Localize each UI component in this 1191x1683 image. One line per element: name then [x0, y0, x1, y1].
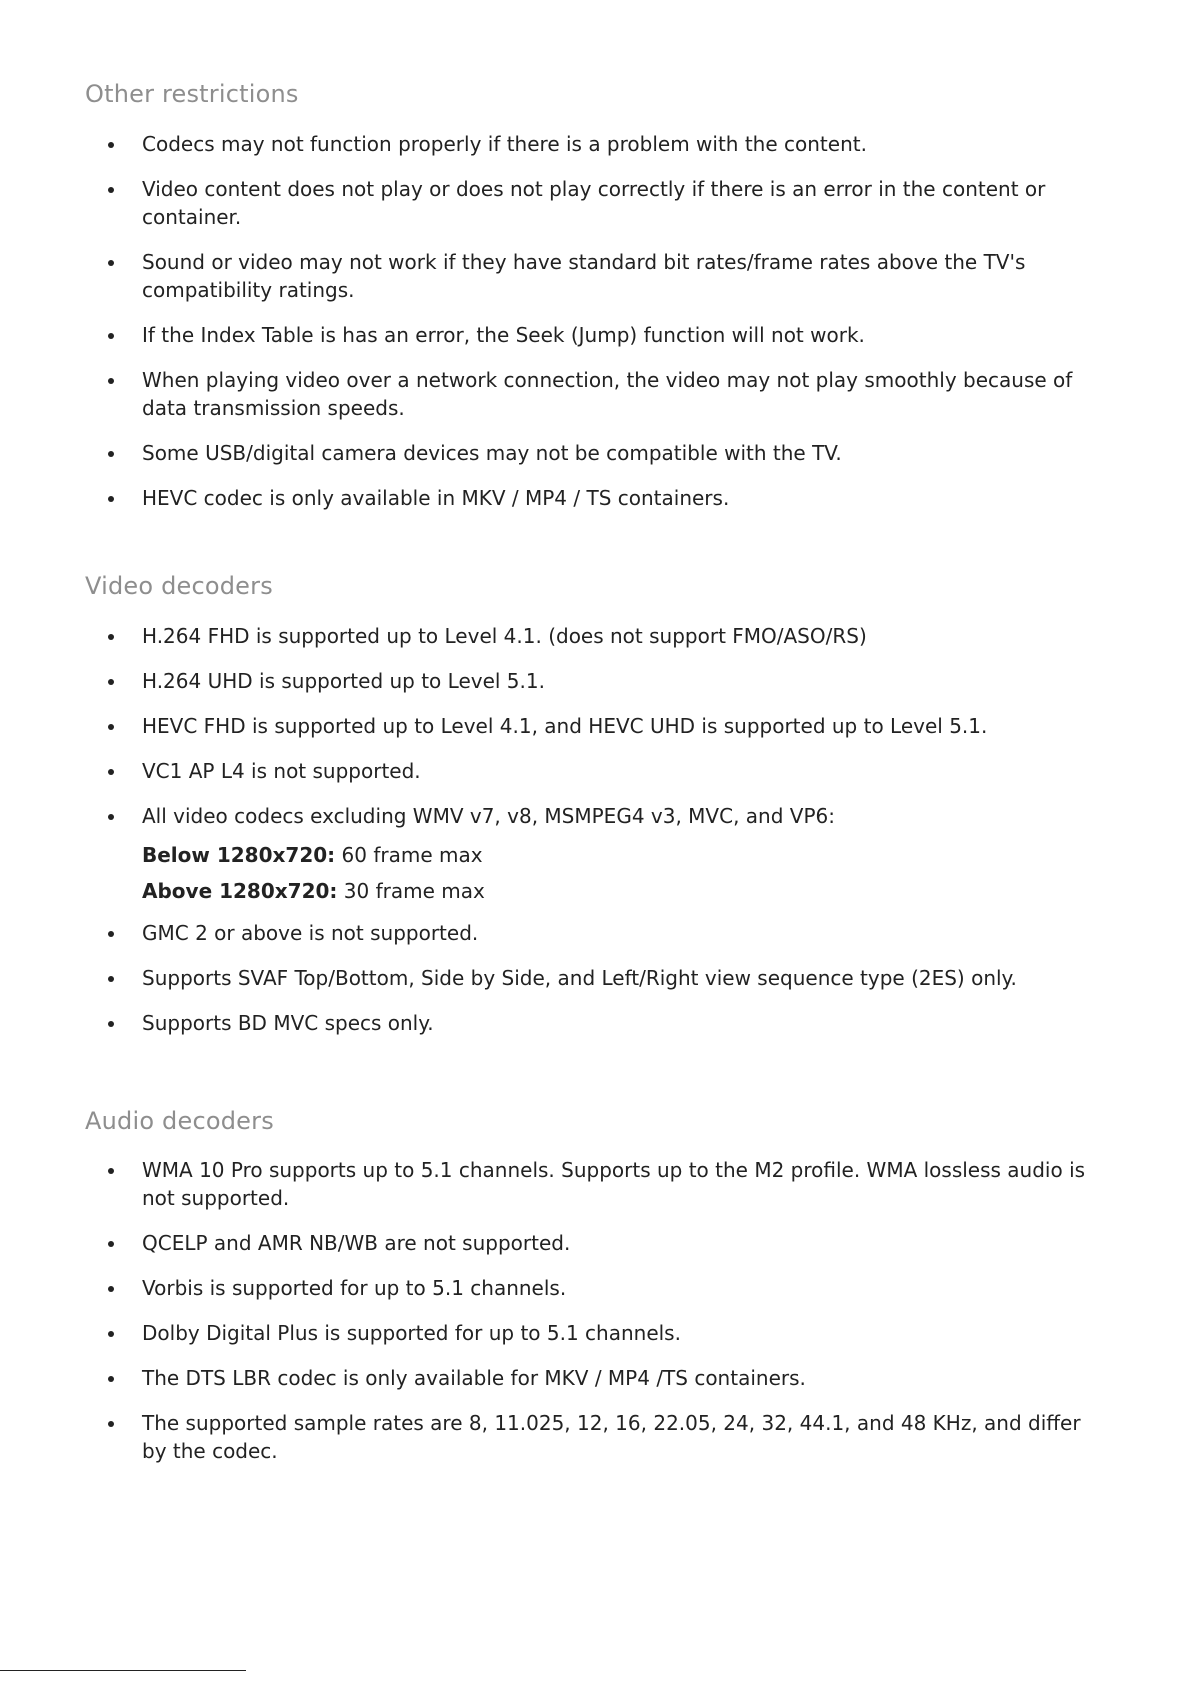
- list-item: QCELP and AMR NB/WB are not supported.: [0, 1229, 1191, 1257]
- list-item: All video codecs excluding WMV v7, v8, MSMPEG4 v3, MVC, and VP6:: [0, 802, 1191, 830]
- list-item: GMC 2 or above is not supported.: [0, 919, 1191, 947]
- list-item: The DTS LBR codec is only available for MKV / MP4 /TS containers.: [0, 1364, 1191, 1392]
- bullet-icon: [108, 1331, 114, 1337]
- bullet-icon: [108, 724, 114, 730]
- list-item: Some USB/digital camera devices may not be compatible with the TV.: [0, 439, 1191, 467]
- list-item: When playing video over a network connection, the video may not play smoothly because of data transmission speeds.: [0, 366, 1191, 422]
- bullet-icon: [108, 931, 114, 937]
- video-decoders-list: [0, 622, 1191, 1054]
- bullet-icon: [108, 378, 114, 384]
- list-item: WMA 10 Pro supports up to 5.1 channels. Supports up to the M2 profile. WMA lossless audio is not supported.: [0, 1156, 1191, 1212]
- list-item: VC1 AP L4 is not supported.: [0, 757, 1191, 785]
- bullet-icon: [108, 1421, 114, 1427]
- bullet-icon: [108, 142, 114, 148]
- bullet-icon: [108, 1241, 114, 1247]
- frame-rate-note-below: Below 1280x720: 60 frame max: [142, 843, 483, 867]
- bullet-icon: [108, 679, 114, 685]
- list-item: Vorbis is supported for up to 5.1 channels.: [0, 1274, 1191, 1302]
- list-item: HEVC codec is only available in MKV / MP4 / TS containers.: [0, 484, 1191, 512]
- bullet-icon: [108, 769, 114, 775]
- list-item: Supports BD MVC specs only.: [0, 1009, 1191, 1037]
- bullet-icon: [108, 451, 114, 457]
- section-title-other-restrictions: Other restrictions: [85, 80, 299, 108]
- bullet-icon: [108, 814, 114, 820]
- list-item: Video content does not play or does not play correctly if there is an error in the content or container.: [0, 175, 1191, 231]
- list-item: H.264 FHD is supported up to Level 4.1. (does not support FMO/ASO/RS): [0, 622, 1191, 650]
- list-item: The supported sample rates are 8, 11.025, 12, 16, 22.05, 24, 32, 44.1, and 48 KHz, and differ by the codec.: [0, 1409, 1191, 1465]
- bullet-icon: [108, 187, 114, 193]
- bullet-icon: [108, 333, 114, 339]
- bullet-icon: [108, 1286, 114, 1292]
- bullet-icon: [108, 1376, 114, 1382]
- bullet-icon: [108, 260, 114, 266]
- section-title-audio-decoders: Audio decoders: [85, 1107, 274, 1135]
- list-item: H.264 UHD is supported up to Level 5.1.: [0, 667, 1191, 695]
- bullet-icon: [108, 496, 114, 502]
- bullet-icon: [108, 976, 114, 982]
- list-item: Codecs may not function properly if there is a problem with the content.: [0, 130, 1191, 158]
- bullet-icon: [108, 1021, 114, 1027]
- list-item: Supports SVAF Top/Bottom, Side by Side, and Left/Right view sequence type (2ES) only.: [0, 964, 1191, 992]
- footer-divider: [0, 1670, 246, 1671]
- list-item: Sound or video may not work if they have standard bit rates/frame rates above the TV's compatibility ratings.: [0, 248, 1191, 304]
- other-restrictions-list: [0, 130, 1191, 529]
- frame-rate-note-above: Above 1280x720: 30 frame max: [142, 879, 485, 903]
- audio-decoders-list: [0, 1156, 1191, 1482]
- list-item: HEVC FHD is supported up to Level 4.1, and HEVC UHD is supported up to Level 5.1.: [0, 712, 1191, 740]
- bullet-icon: [108, 634, 114, 640]
- list-item: If the Index Table is has an error, the Seek (Jump) function will not work.: [0, 321, 1191, 349]
- section-title-video-decoders: Video decoders: [85, 572, 273, 600]
- list-item: Dolby Digital Plus is supported for up to 5.1 channels.: [0, 1319, 1191, 1347]
- bullet-icon: [108, 1168, 114, 1174]
